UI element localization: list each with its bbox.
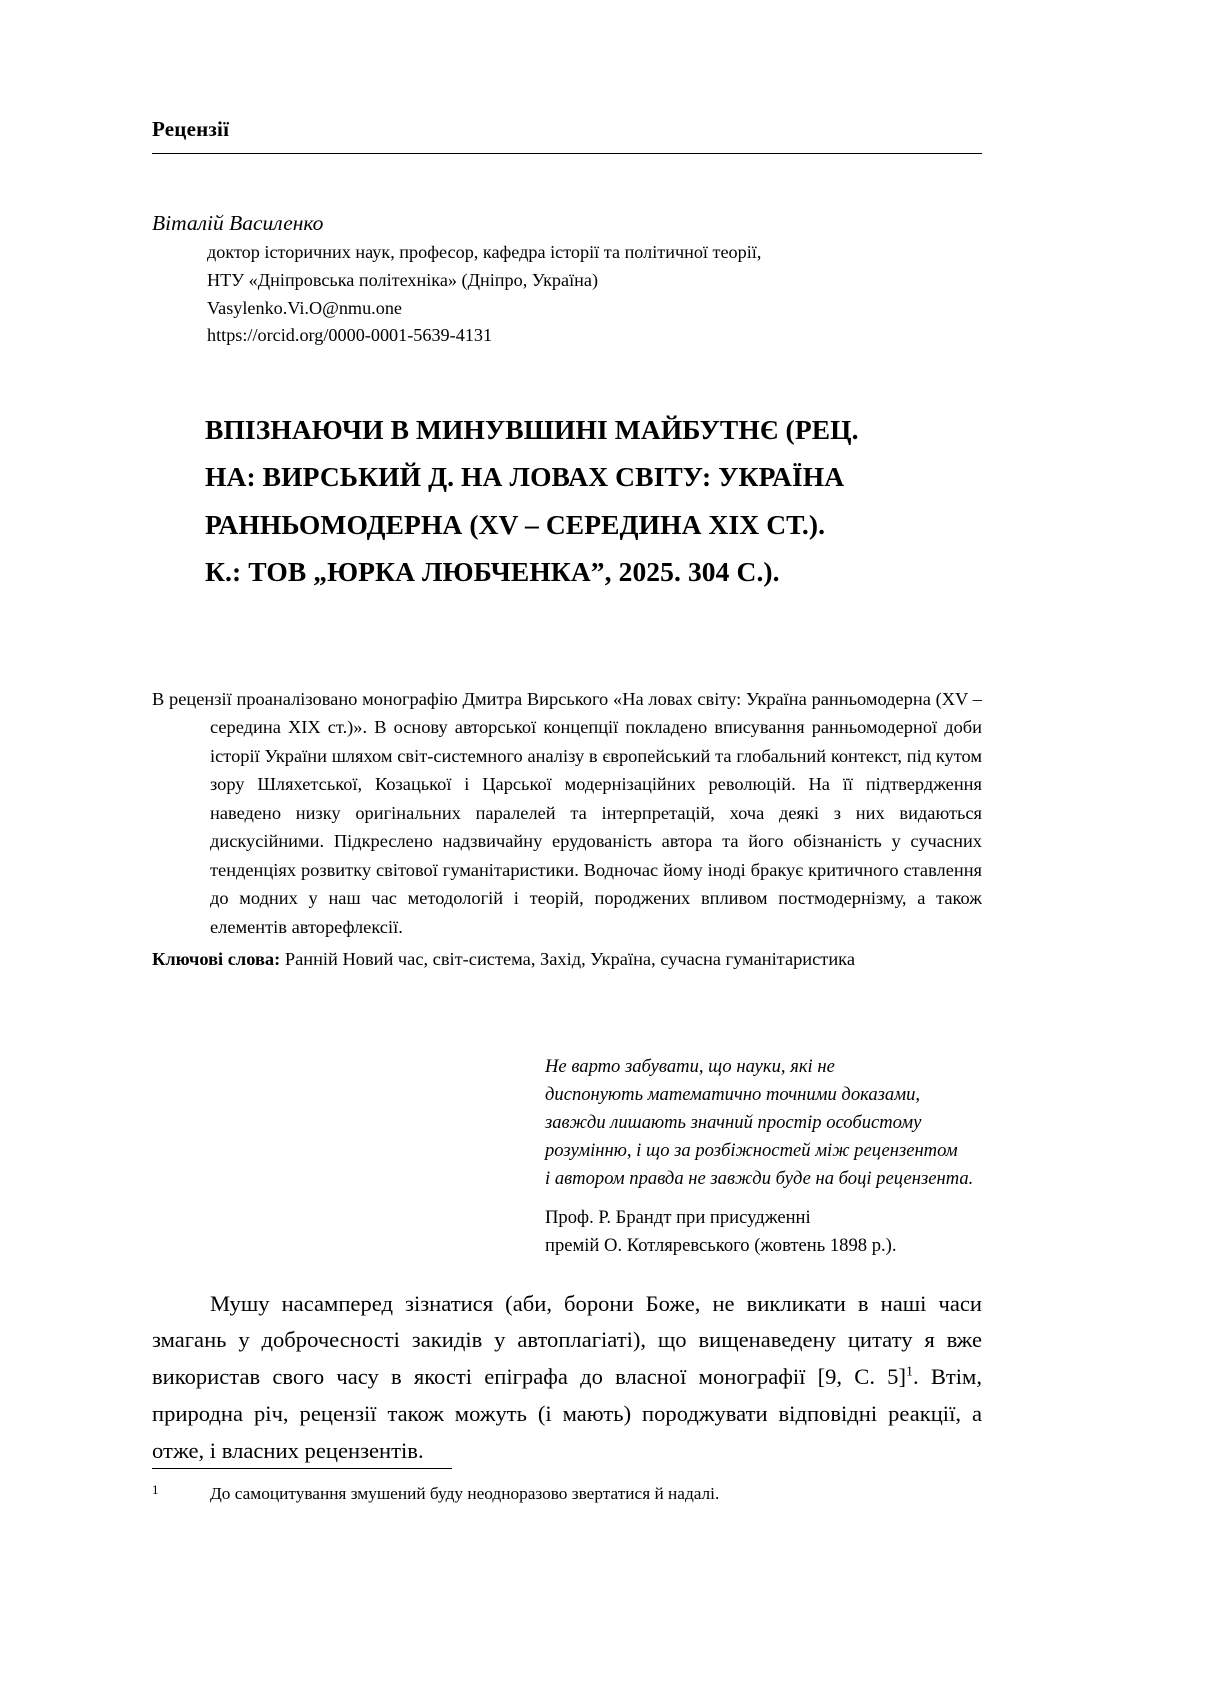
title-line-2: НА: ВИРСЬКИЙ Д. НА ЛОВАХ СВІТУ: УКРАЇНА <box>205 461 845 493</box>
author-affiliation-line-2: НТУ «Дніпровська політехніка» (Дніпро, Україна) <box>207 269 599 290</box>
body-paragraph-part-1: Мушу насамперед зізнатися (аби, борони Боже, не викликати в наші часи змагань у доброчесності закидів у автоплагіаті), що вищенаведену цитату я вже використав свого часу в якості епіграфа до власної монографії [9, С. 5] <box>152 1290 982 1390</box>
author-affiliation-line-1: доктор історичних наук, професор, кафедра історії та політичної теорії, <box>207 241 762 262</box>
epigraph-attribution <box>545 1204 985 1260</box>
body-content <box>152 1263 982 1492</box>
body-paragraph <box>152 1286 982 1470</box>
title-line-1: ВПІЗНАЮЧИ В МИНУВШИНІ МАЙБУТНЄ (РЕЦ. <box>205 414 859 445</box>
epigraph-attribution-line-2: премій О. Котляревського (жовтень 1898 р.). <box>545 1235 897 1257</box>
article-title <box>205 406 995 595</box>
epigraph-quote <box>545 1053 985 1192</box>
body-paragraph-part-2: . Втім, природна річ, рецензії також можуть (і мають) породжувати відповідні реакції, а отже, і власних рецензентів. <box>152 1364 983 1463</box>
epigraph-quote-line-5: і автором правда не завжди буде на боці рецензента. <box>545 1167 974 1189</box>
keywords-label: Ключові слова: <box>152 948 281 969</box>
footnote-reference-marker[interactable]: 1 <box>906 1364 913 1380</box>
title-line-4: К.: ТОВ „ЮРКА ЛЮБЧЕНКА”, 2025. 304 С.). <box>205 555 780 587</box>
footnote-entry <box>152 1481 982 1506</box>
author-email[interactable]: Vasylenko.Vi.O@nmu.one <box>207 297 402 318</box>
footnote-text: До самоцитування змушений буду неодноразово звертатися й надалі. <box>210 1484 720 1503</box>
epigraph-quote-line-1: Не варто забувати, що науки, які не <box>545 1056 835 1077</box>
header-divider <box>152 153 982 154</box>
footnote-marker: 1 <box>152 1482 159 1497</box>
running-head: Рецензії <box>152 117 230 141</box>
running-head-area <box>152 118 982 154</box>
epigraph-quote-line-4: розумінню, і що за розбіжностей між рецензентом <box>545 1139 958 1161</box>
epigraph-quote-line-3: завжди лишають значний простір особистому <box>545 1111 922 1133</box>
epigraph-block <box>545 1053 985 1260</box>
epigraph-attribution-line-1: Проф. Р. Брандт при присудженні <box>545 1207 811 1229</box>
title-line-3: РАННЬОМОДЕРНА (XV – СЕРЕДИНА XIX СТ.). <box>205 508 826 540</box>
author-orcid-link[interactable]: https://orcid.org/0000-0001-5639-4131 <box>207 325 493 346</box>
author-name: Віталій Василенко <box>152 211 324 235</box>
footnote-area <box>152 1468 982 1506</box>
abstract-block <box>152 685 982 974</box>
author-block <box>152 210 982 350</box>
footnote-divider <box>152 1468 452 1469</box>
keywords-line <box>152 946 982 974</box>
abstract-text: В рецензії проаналізовано монографію Дмитра Вирського «На ловах світу: Україна ранньомодерна (XV – середина XIX ст.)». В основу авторської концепції покладено вписування ранньомодерної доби історії України шляхом світ-системного аналізу в європейський та глобальний контекст, під кутом зору Шляхетської, Козацької і Царської модернізаційних революцій. На її підтвердження наведено низку оригінальних паралелей та інтерпретацій, хоча деякі з них видаються дискусійними. Підкреслено надзвичайну ерудованість автора та його обізнаність у сучасних тенденціях розвитку світової гуманітаристики. Водночас йому іноді бракує критичного ставлення до модних у наш час методологій і теорій, породжених впливом постмодернізму, а також елементів авторефлексії. <box>152 689 982 937</box>
author-details <box>207 239 982 350</box>
epigraph-quote-line-2: диспонують математично точними доказами, <box>545 1083 921 1105</box>
keywords-value: Ранній Новий час, світ-система, Захід, Україна, сучасна гуманітаристика <box>284 948 856 969</box>
